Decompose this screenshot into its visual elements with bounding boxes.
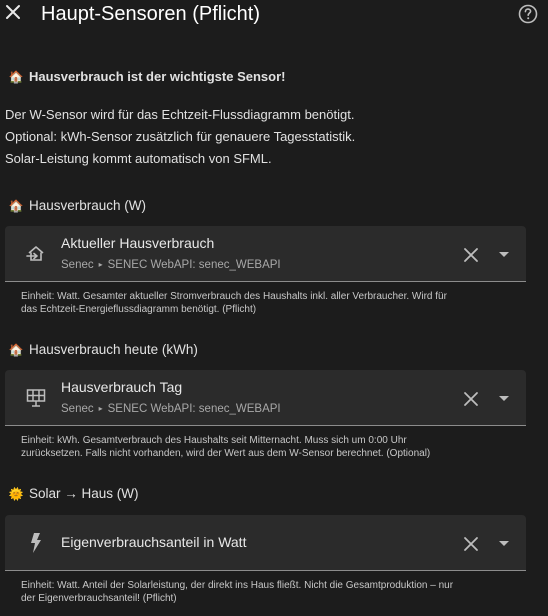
section-label-solar-to-house bbox=[8, 486, 139, 501]
sun-emoji-icon: 🌞 bbox=[8, 487, 24, 501]
chevron-down-icon bbox=[499, 541, 509, 547]
chevron-down-icon bbox=[499, 396, 509, 402]
helper-text bbox=[21, 290, 521, 316]
helper-line: der Eigenverbrauchsanteil! (Pflicht) bbox=[21, 593, 177, 604]
helper-line: das Echtzeit-Energieflussdiagramm benötigt. (Pflicht) bbox=[21, 304, 257, 315]
help-button[interactable] bbox=[517, 3, 539, 25]
flash-icon bbox=[24, 531, 48, 555]
separator-arrow-icon: ▸ bbox=[98, 404, 103, 413]
intro-highlight-text: Hausverbrauch ist der wichtigste Sensor! bbox=[29, 69, 286, 84]
solar-panel-icon bbox=[24, 386, 48, 410]
section-label-text: Hausverbrauch heute (kWh) bbox=[29, 342, 198, 357]
entity-name: Eigenverbrauchsanteil in Watt bbox=[61, 534, 247, 550]
entity-name: Aktueller Hausverbrauch bbox=[61, 235, 215, 251]
section-label-house-energy-today bbox=[8, 342, 198, 357]
entity-area: Senec bbox=[61, 259, 94, 271]
entity-device: SENEC WebAPI: senec_WEBAPI bbox=[107, 403, 281, 415]
dropdown-button[interactable] bbox=[494, 388, 514, 410]
entity-area: Senec bbox=[61, 403, 94, 415]
section-label-text: Hausverbrauch (W) bbox=[29, 198, 147, 213]
intro-line-3: Solar-Leistung kommt automatisch von SFML. bbox=[5, 151, 272, 166]
section-label-text: Solar → Haus (W) bbox=[29, 486, 139, 501]
section-label-house-power bbox=[8, 198, 146, 213]
clear-button[interactable] bbox=[460, 533, 482, 555]
dialog-title: Haupt-Sensoren (Pflicht) bbox=[41, 3, 260, 25]
house-emoji-icon: 🏠 bbox=[8, 199, 24, 213]
close-button[interactable] bbox=[3, 2, 23, 22]
entity-context bbox=[61, 259, 281, 271]
helper-text bbox=[21, 579, 521, 605]
helper-line: Einheit: Watt. Anteil der Solarleistung, der direkt ins Haus fließt. Nicht die Gesamtproduktion – nur bbox=[21, 580, 454, 591]
entity-device: SENEC WebAPI: senec_WEBAPI bbox=[107, 259, 281, 271]
dropdown-button[interactable] bbox=[494, 533, 514, 555]
entity-picker-house-power[interactable] bbox=[5, 226, 526, 282]
entity-picker-solar-to-house[interactable] bbox=[5, 515, 526, 571]
close-icon bbox=[463, 247, 479, 263]
separator-arrow-icon: ▸ bbox=[98, 260, 103, 269]
clear-button[interactable] bbox=[460, 388, 482, 410]
helper-line: Einheit: Watt. Gesamter aktueller Stromverbrauch des Haushalts inkl. aller Verbraucher. Wird für bbox=[21, 291, 447, 302]
home-export-icon bbox=[24, 242, 48, 266]
entity-picker-house-energy-today[interactable] bbox=[5, 370, 526, 426]
close-icon bbox=[463, 391, 479, 407]
dropdown-button[interactable] bbox=[494, 244, 514, 266]
entity-context bbox=[61, 403, 281, 415]
house-emoji-icon: 🏠 bbox=[8, 343, 24, 357]
dialog-header bbox=[0, 0, 548, 30]
intro-line-1: Der W-Sensor wird für das Echtzeit-Flussdiagramm benötigt. bbox=[5, 107, 355, 122]
clear-button[interactable] bbox=[460, 244, 482, 266]
chevron-down-icon bbox=[499, 252, 509, 258]
help-circle-icon bbox=[518, 4, 538, 24]
house-emoji-icon: 🏠 bbox=[8, 70, 24, 84]
intro-highlight bbox=[8, 69, 285, 84]
entity-name: Hausverbrauch Tag bbox=[61, 379, 183, 395]
helper-text bbox=[21, 434, 521, 460]
helper-line: zurücksetzen. Falls nicht vorhanden, wird der Wert aus dem W-Sensor berechnet. (Optional) bbox=[21, 448, 431, 459]
close-icon bbox=[5, 4, 21, 20]
intro-line-2: Optional: kWh-Sensor zusätzlich für genauere Tagesstatistik. bbox=[5, 129, 356, 144]
close-icon bbox=[463, 536, 479, 552]
helper-line: Einheit: kWh. Gesamtverbrauch des Haushalts seit Mitternacht. Muss sich um 0:00 Uhr bbox=[21, 435, 407, 446]
